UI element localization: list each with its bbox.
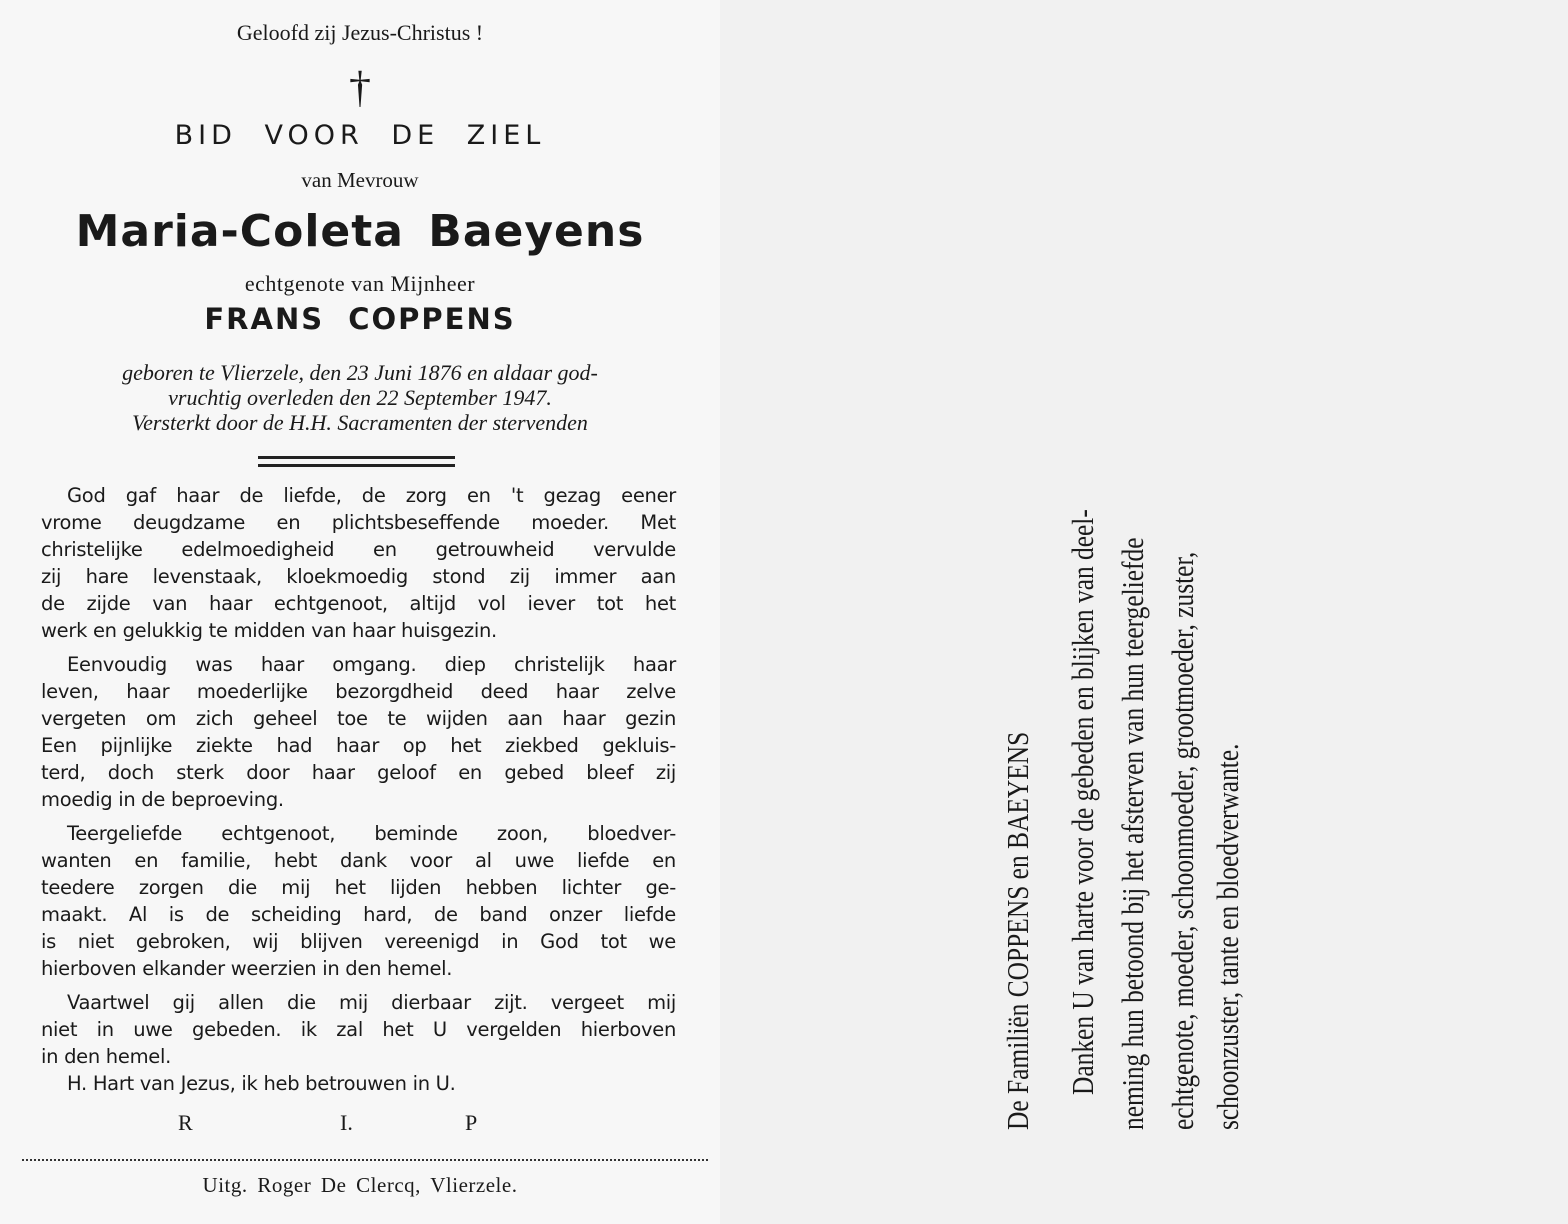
thanks-text	[990, 90, 1250, 1130]
text-line: is niet gebroken, wij blijven vereenigd in God tot we	[41, 930, 676, 953]
thanks-line: echtgenote, moeder, schoonmoeder, grootmoeder, zuster,	[1165, 551, 1200, 1130]
deceased-name: Maria-Coleta Baeyens	[75, 206, 645, 257]
text-line: Teergeliefde echtgenoot, beminde zoon, bloedver-	[67, 822, 676, 845]
thanks-line: neming hun betoond bij het afsterven van hun teergeliefde	[1115, 537, 1150, 1130]
spouse-prefix: echtgenote van Mijnheer	[244, 271, 476, 296]
rip-r: R	[178, 1110, 193, 1135]
text-line: de zijde van haar echtgenoot, altijd vol iever tot het	[41, 592, 676, 615]
families-line: De Familiën COPPENS en BAEYENS	[1000, 731, 1035, 1130]
text-line: wanten en familie, hebt dank voor al uwe liefde en	[41, 849, 676, 872]
text-line: vrome deugdzame en plichtsbeseffende moeder. Met	[41, 511, 676, 534]
prayer-heading: BID VOOR DE ZIEL	[174, 120, 546, 151]
closing-line: H. Hart van Jezus, ik heb betrouwen in U.	[67, 1072, 456, 1095]
cross-icon: †	[349, 63, 371, 112]
divider	[258, 456, 455, 459]
thanks-line: Danken U van harte voor de gebeden en blijken van deel-	[1065, 509, 1100, 1095]
spouse-name: FRANS COPPENS	[204, 302, 516, 336]
memorial-card-front	[0, 0, 720, 1224]
life-line: Versterkt door de H.H. Sacramenten der stervenden	[132, 410, 588, 435]
paragraph	[41, 820, 676, 982]
life-details	[0, 360, 720, 435]
text-line: teedere zorgen die mij het lijden hebben lichter ge-	[41, 876, 676, 899]
paragraph	[41, 651, 676, 813]
text-line: vergeten om zich geheel toe te wijden aan haar gezin	[41, 707, 676, 730]
text-line: Een pijnlijke ziekte had haar op het ziekbed gekluis-	[41, 734, 676, 757]
text-line: leven, haar moederlijke bezorgdheid deed haar zelve	[41, 680, 676, 703]
text-line: terd, doch sterk door haar geloof en gebed bleef zij	[41, 761, 676, 784]
printer-credit: Uitg. Roger De Clercq, Vlierzele.	[202, 1173, 518, 1197]
text-line: niet in uwe gebeden. ik zal het U vergelden hierboven	[41, 1018, 676, 1041]
thanks-line: schoonzuster, tante en bloedverwante.	[1210, 743, 1245, 1130]
text-line: Eenvoudig was haar omgang. diep christelijk haar	[67, 653, 676, 676]
rip-p: P	[465, 1110, 478, 1135]
title-prefix: van Mevrouw	[301, 168, 419, 192]
greeting: Geloofd zij Jezus-Christus !	[236, 20, 484, 45]
life-line: geboren te Vlierzele, den 23 Juni 1876 en aldaar god-	[122, 360, 598, 385]
rip-i: I.	[340, 1110, 353, 1135]
text-line: God gaf haar de liefde, de zorg en 't gezag eener	[67, 484, 676, 507]
text-line: Vaartwel gij allen die mij dierbaar zijt. vergeet mij	[67, 991, 676, 1014]
paragraph	[41, 989, 676, 1097]
text-line: christelijke edelmoedigheid en getrouwheid vervulde	[41, 538, 676, 561]
divider	[258, 464, 455, 467]
text-line: maakt. Al is de scheiding hard, de band onzer liefde	[41, 903, 676, 926]
text-line: in den hemel.	[41, 1045, 171, 1068]
text-line: moedig in de beproeving.	[41, 788, 284, 811]
text-line: hierboven elkander weerzien in den hemel.	[41, 957, 453, 980]
life-line: vruchtig overleden den 22 September 1947.	[168, 385, 552, 410]
paragraph	[41, 482, 676, 644]
text-line: werk en gelukkig te midden van haar huisgezin.	[41, 619, 497, 642]
dotted-divider	[22, 1159, 708, 1161]
text-line: zij hare levenstaak, kloekmoedig stond zij immer aan	[41, 565, 676, 588]
